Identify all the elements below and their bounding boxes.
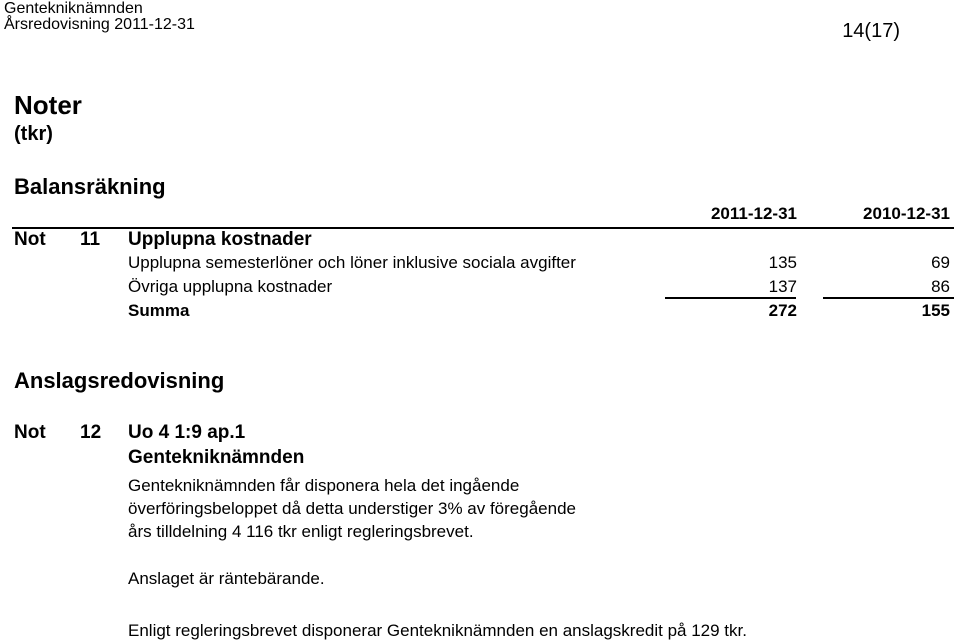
note-paragraph-3: Enligt regleringsbrevet disponerar Gentekniknämnden en anslagskredit på 129 tkr.	[128, 621, 747, 640]
note-title: Uo 4 1:9 ap.1	[128, 422, 246, 443]
section-title-appropriation: Anslagsredovisning	[14, 368, 225, 393]
table-row-label: Upplupna semesterlöner och löner inklusive sociala avgifter	[128, 253, 576, 272]
note-label: Not	[14, 229, 46, 250]
table-row-value-2010: 86	[931, 277, 950, 296]
table-row-value-2011: 137	[768, 277, 797, 296]
header-document-title: Årsredovisning 2011-12-31	[4, 16, 195, 33]
column-header-2010: 2010-12-31	[863, 204, 950, 223]
paragraph-line: års tilldelning 4 116 tkr enligt regleringsbrevet.	[128, 522, 474, 541]
sum-rule-2011	[665, 297, 796, 299]
note-title: Upplupna kostnader	[128, 229, 312, 250]
column-header-2011: 2011-12-31	[710, 204, 797, 223]
table-row-sum-2011: 272	[768, 301, 797, 320]
table-row-sum-label: Summa	[128, 301, 190, 320]
table-row-sum-2010: 155	[921, 301, 950, 320]
section-title-noter: Noter	[14, 90, 82, 120]
page-number: 14(17)	[842, 20, 900, 42]
paragraph-line: Gentekniknämnden får disponera hela det ingående	[128, 476, 520, 495]
header-organization: Gentekniknämnden	[4, 0, 143, 17]
paragraph-line: överföringsbeloppet då detta understiger 3% av föregående	[128, 499, 576, 518]
sum-rule-2010	[823, 297, 954, 299]
table-row-label: Övriga upplupna kostnader	[128, 277, 333, 296]
note-paragraph-2: Anslaget är räntebärande.	[128, 569, 325, 588]
note-number: 12	[80, 422, 102, 443]
table-row-value-2011: 135	[768, 253, 797, 272]
unit-label: (tkr)	[14, 123, 53, 145]
note-label: Not	[14, 422, 46, 443]
note-subtitle: Gentekniknämnden	[128, 447, 305, 468]
table-row-value-2010: 69	[931, 253, 950, 272]
section-title-balance: Balansräkning	[14, 174, 166, 199]
note-number: 11	[80, 229, 101, 250]
note-paragraph-1	[128, 474, 576, 543]
